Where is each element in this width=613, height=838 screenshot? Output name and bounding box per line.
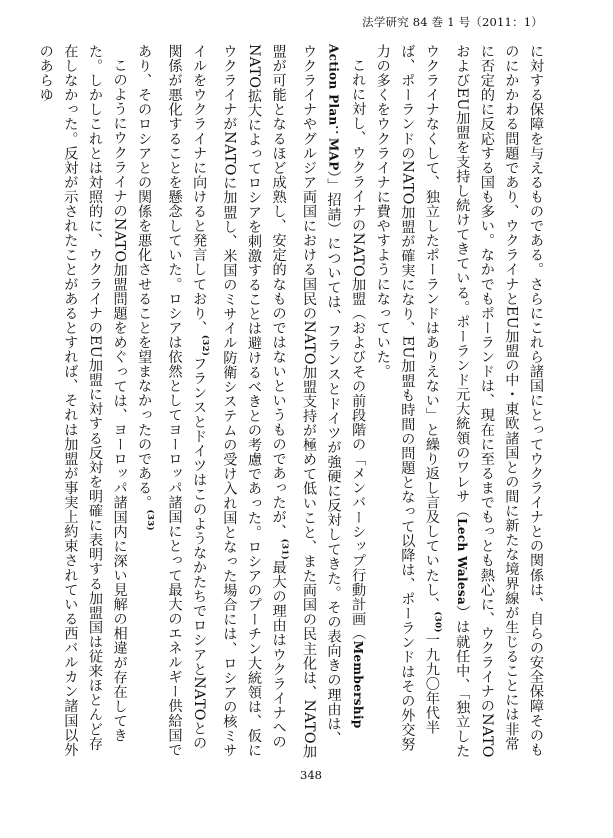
text-run: これに対し、ウクライナのNATO加盟（およびその前段階の「メンバーシップ行動計画（ [350, 58, 367, 641]
text-run: ）」招請）については、フランスとドイツが強硬に反対してきた。その表向きの理由は、ウクライナやグルジア両国における国民のNATO加盟支持が極めて低いこと、また両国の民主化は、NATO加盟が可能となるほど成熟し、安定的なものではないというものであったが、 [270, 44, 342, 759]
footnote-ref[interactable]: (30) [432, 611, 443, 633]
text-run: に対する保障を与えるものである。さらにこれら諸国にとってウクライナとの関係は、自らの安全保障そのものにかかわる問題であり、ウクライナとEU加盟の中・東欧諸国との間に新たな境界線が生じることには非常に否定的に反応する国も多い。なかでもポーランドは、現在に至るまでもっとも熱心に、ウクライナのNATOおよびEU加盟を支持し続けてきている。ポーランド元大統領のワレサ（ [454, 44, 544, 758]
footnote-ref[interactable]: (31) [279, 538, 290, 560]
running-header: 法学研究 84 巻 1 号（2011：1） [362, 15, 543, 29]
text-run: フランスとドイツはこのようなかたちでロシアとNATOとの関係が悪化することを懸念していた。ロシアは依然としてヨーロッパ諸国にとって最大のエネルギー供給国であり、そのロシアとの関係を悪化させることを望まなかったのである。 [136, 44, 208, 757]
latin-term: Lech Walesa [455, 518, 470, 606]
footnote-ref[interactable]: (32) [199, 335, 210, 357]
paragraph [132, 44, 371, 760]
text-run: ）は就任中、「独立したウクライナなくして、独立したポーランドはありえない」と繰り返し言及していたし、 [423, 44, 471, 759]
latin-term: Membership Action Plan：MAP [326, 44, 366, 729]
page-number: 348 [300, 768, 322, 782]
paragraph [370, 44, 548, 760]
text-run: 一九九〇年代半ば、ポーランドのNATO加盟が確実になり、EU加盟も時間の問題となって以降は、ポーランドはその外交努力の多くをウクライナに費やすようになっていた。 [374, 44, 440, 752]
text-run: このようにウクライナのNATO加盟問題をめぐっては、ヨーロッパ諸国内に深い見解の相違が存在してきた。しかしこれとは対照的に、ウクライナのEU加盟に対する反対を明確に表明する加盟国は従来ほとんど存在しなかった。反対が示されたことがあるとすれば、それは加盟が事実上約束されている西バルカン諸国以外のあらゆ [37, 44, 128, 757]
footnote-ref[interactable]: (33) [144, 509, 155, 531]
text-run: 最大の理由はウクライナへのNATO拡大によってロシアを刺激することは避けるべきとの考慮であった。ロシアのプーチン大統領は、仮にウクライナがNATOに加盟し、米国のミサイル防衛システムの受け入れ国となった場合には、ロシアの核ミサイルをウクライナに向けると発言しており、 [191, 44, 287, 758]
article-body-text [37, 44, 548, 760]
paragraph [33, 44, 131, 760]
